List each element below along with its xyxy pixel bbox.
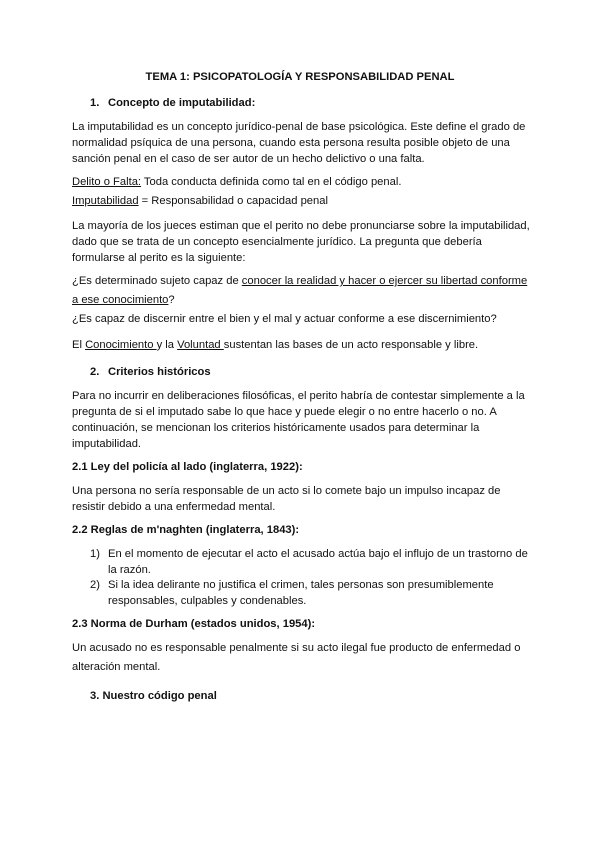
underlined-term: Voluntad (177, 339, 224, 351)
subsection-2-2-heading: 2.2 Reglas de m'naghten (inglaterra, 1843): (72, 524, 300, 536)
conocimiento-voluntad-line (72, 337, 478, 353)
paragraph-line: formularse al perito es la siguiente: (72, 252, 246, 264)
section3-heading: 3. Nuestro código penal (90, 690, 217, 702)
paragraph-line: dado que se trata de un concepto esencialmente jurídico. La pregunta que debería (72, 236, 482, 248)
subsection-2-1-heading: 2.1 Ley del policía al lado (inglaterra, 1922): (72, 461, 303, 473)
section2-heading: Criterios históricos (108, 366, 211, 378)
question-text: ¿Es determinado sujeto capaz de (72, 275, 242, 287)
paragraph-line: normalidad psíquica de una persona, cuando esta persona resulta posible objeto de una (72, 137, 510, 149)
question-underlined: conocer la realidad y hacer o ejercer su libertad conforme (241, 275, 528, 287)
list-item-line: En el momento de ejecutar el acto el acusado actúa bajo el influjo de un trastorno de (108, 548, 528, 560)
question-text: ? (168, 294, 175, 306)
list-number: 2) (90, 579, 100, 591)
question-underlined: a ese conocimiento (72, 294, 169, 306)
definition-text: = Responsabilidad o capacidad penal (138, 195, 328, 207)
question-2: ¿Es capaz de discernir entre el bien y el mal y actuar conforme a ese discernimiento? (72, 313, 497, 325)
paragraph-line: imputabilidad. (72, 438, 142, 450)
section1-heading: Concepto de imputabilidad: (108, 97, 256, 109)
list-item-line: responsables, culpables y condenables. (108, 595, 307, 607)
text-span: sustentan las bases de un acto responsable y libre. (223, 339, 479, 351)
section1-number: 1. (90, 97, 100, 109)
subsection-2-3-heading: 2.3 Norma de Durham (estados unidos, 1954): (72, 618, 316, 630)
paragraph-line: La mayoría de los jueces estiman que el perito no debe pronunciarse sobre la imputabilidad, (72, 220, 530, 232)
paragraph-line: alteración mental. (72, 661, 161, 673)
underlined-term: Conocimiento (85, 339, 157, 351)
list-item-line: la razón. (108, 564, 151, 576)
paragraph-line: La imputabilidad es un concepto jurídico-penal de base psicológica. Este define el grado de (72, 121, 526, 133)
list-number: 1) (90, 548, 100, 560)
paragraph-line: Un acusado no es responsable penalmente si su acto ilegal fue producto de enfermedad o (72, 642, 521, 654)
text-span: El (72, 339, 86, 351)
definition-delito (72, 174, 401, 190)
text-span: y la (156, 339, 178, 351)
question-1-line-1 (72, 273, 527, 289)
paragraph-line: continuación, se mencionan los criterios históricamente usados para determinar la (72, 422, 480, 434)
paragraph-line: pregunta de si el imputado sabe lo que hace y puede elegir o no entre hacerlo o no. A (72, 406, 497, 418)
document-title: TEMA 1: PSICOPATOLOGÍA Y RESPONSABILIDAD PENAL (145, 71, 455, 83)
definition-imputabilidad (72, 193, 328, 209)
paragraph-line: Una persona no sería responsable de un acto si lo comete bajo un impulso incapaz de (72, 485, 501, 497)
definition-term: Imputabilidad (72, 195, 139, 207)
paragraph-line: resistir debido a una enfermedad mental. (72, 501, 276, 513)
definition-text: Toda conducta definida como tal en el código penal. (141, 176, 402, 188)
paragraph-line: Para no incurrir en deliberaciones filosóficas, el perito habría de contestar simplemente a la (72, 390, 525, 402)
section2-number: 2. (90, 366, 100, 378)
paragraph-line: sanción penal en el caso de ser autor de un hecho delictivo o una falta. (72, 153, 425, 165)
question-1-line-2 (72, 292, 175, 308)
list-item-line: Si la idea delirante no justifica el crimen, tales personas son presumiblemente (108, 579, 494, 591)
definition-term: Delito o Falta: (72, 176, 142, 188)
